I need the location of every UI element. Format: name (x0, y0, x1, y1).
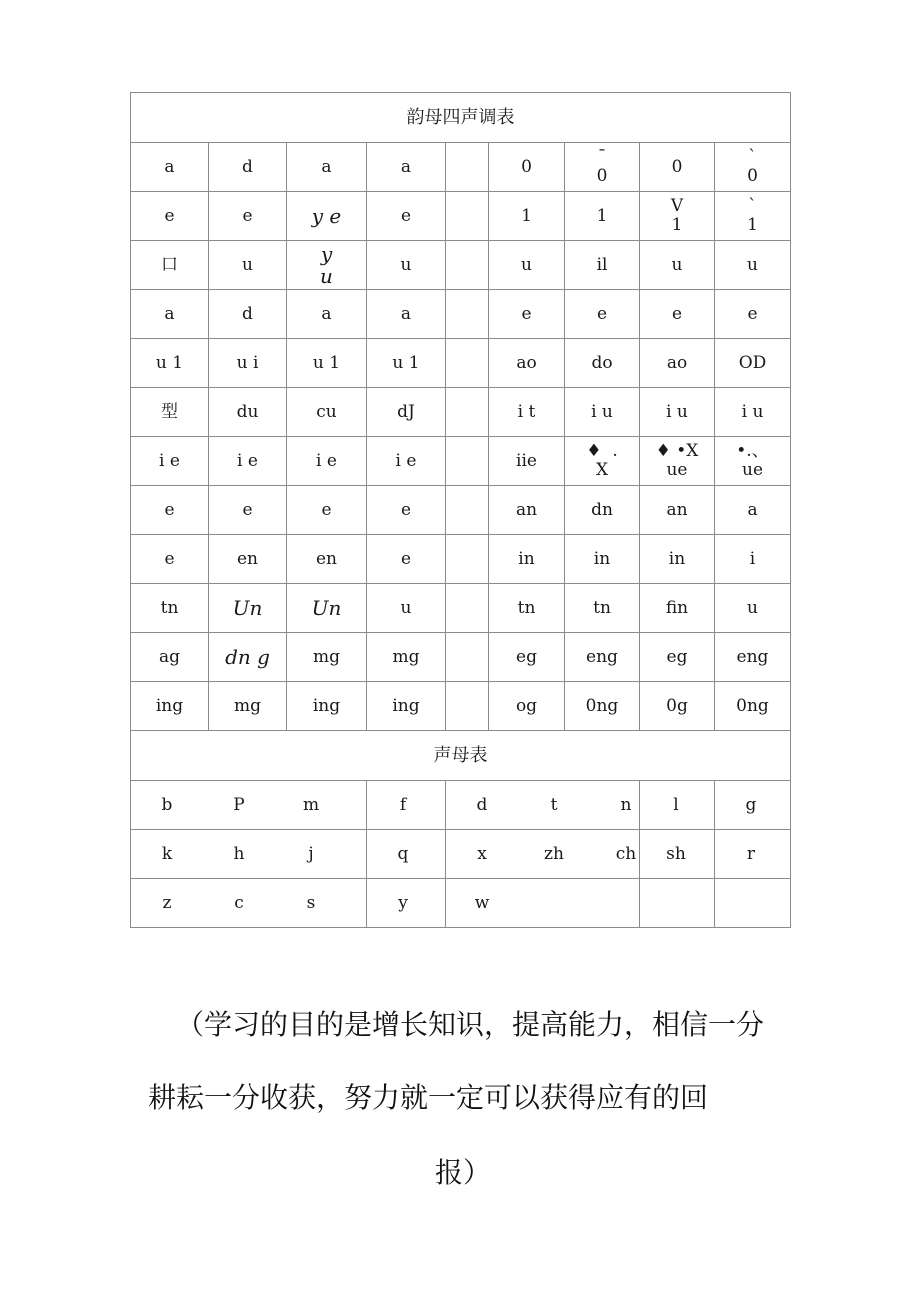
finals-cell: eng (565, 633, 640, 682)
finals-cell: an (640, 486, 715, 535)
finals-cell: e (209, 486, 287, 535)
finals-cell: ♦ . X (565, 437, 640, 486)
finals-cell: il (565, 241, 640, 290)
finals-cell: e (367, 486, 446, 535)
initials-cell (715, 781, 791, 830)
initial-letter: f (399, 794, 407, 815)
initial-letter: s (306, 892, 316, 913)
finals-cell: Un (209, 584, 287, 633)
finals-cell: y u (287, 241, 367, 290)
initials-cell (367, 879, 446, 928)
finals-cell: in (565, 535, 640, 584)
finals-cell: ag (131, 633, 209, 682)
finals-cell: ing (367, 682, 446, 731)
closing-line-3: 报） (435, 1156, 492, 1189)
initial-letter: d (476, 794, 488, 815)
finals-cell: e (367, 192, 446, 241)
finals-cell: i t (489, 388, 565, 437)
finals-cell (446, 633, 489, 682)
initials-cell (446, 830, 640, 879)
finals-cell: mg (367, 633, 446, 682)
finals-cell: V 1 (640, 192, 715, 241)
initial-letter: b (161, 794, 173, 815)
initial-letter: l (673, 794, 679, 815)
finals-cell: 型 (131, 388, 209, 437)
finals-cell: tn (565, 584, 640, 633)
finals-cell: u (367, 241, 446, 290)
finals-cell (446, 241, 489, 290)
finals-cell: ˉ 0 (565, 143, 640, 192)
finals-cell: eg (489, 633, 565, 682)
initials-row (131, 830, 791, 879)
finals-cell: OD (715, 339, 791, 388)
finals-cell: i u (715, 388, 791, 437)
initials-cell (367, 781, 446, 830)
finals-cell (446, 290, 489, 339)
finals-cell: u (715, 241, 791, 290)
initials-cell (715, 879, 791, 928)
initial-letter: h (233, 843, 245, 864)
initial-letter: k (161, 843, 173, 864)
initials-cell (715, 830, 791, 879)
finals-cell (446, 192, 489, 241)
initials-cell (367, 830, 446, 879)
finals-cell (446, 486, 489, 535)
finals-cell: ao (489, 339, 565, 388)
finals-row (131, 682, 791, 731)
initial-letter: t (550, 794, 558, 815)
initials-cell (446, 781, 640, 830)
finals-cell: u (715, 584, 791, 633)
initial-letter: P (233, 794, 245, 815)
finals-cell: a (287, 143, 367, 192)
initial-letter: g (745, 794, 757, 815)
finals-cell: i (715, 535, 791, 584)
initials-cell (131, 781, 367, 830)
finals-cell: eng (715, 633, 791, 682)
initial-letter: c (234, 892, 244, 913)
finals-row (131, 633, 791, 682)
finals-cell: 1 (565, 192, 640, 241)
initial-letter: zh (544, 843, 564, 864)
finals-cell: u (209, 241, 287, 290)
finals-cell: en (209, 535, 287, 584)
finals-cell: fin (640, 584, 715, 633)
finals-cell: ao (640, 339, 715, 388)
finals-cell: e (287, 486, 367, 535)
finals-cell: a (131, 290, 209, 339)
closing-line-1: （学习的目的是增长知识，提高能力，相信一分 (176, 1008, 765, 1041)
finals-cell: do (565, 339, 640, 388)
initial-letter: sh (666, 843, 686, 864)
finals-cell: en (287, 535, 367, 584)
initials-cell (640, 781, 715, 830)
finals-cell: i e (131, 437, 209, 486)
finals-cell: e (640, 290, 715, 339)
finals-cell: y e (287, 192, 367, 241)
pinyin-table (130, 92, 791, 928)
closing-line-2: 耕耘一分收获，努力就一定可以获得应有的回 (148, 1081, 709, 1114)
finals-cell (446, 535, 489, 584)
finals-row (131, 437, 791, 486)
finals-cell: an (489, 486, 565, 535)
finals-cell: dn g (209, 633, 287, 682)
finals-cell: i u (640, 388, 715, 437)
finals-cell: ˋ 0 (715, 143, 791, 192)
initials-row (131, 781, 791, 830)
finals-cell: a (715, 486, 791, 535)
finals-cell: i e (367, 437, 446, 486)
initial-letter: z (162, 892, 172, 913)
finals-cell (446, 143, 489, 192)
finals-cell: a (367, 143, 446, 192)
finals-cell: ˋ 1 (715, 192, 791, 241)
initial-letter: y (398, 892, 408, 913)
finals-cell: u (489, 241, 565, 290)
finals-cell (446, 339, 489, 388)
finals-row (131, 143, 791, 192)
finals-cell: i e (209, 437, 287, 486)
finals-cell: tn (131, 584, 209, 633)
finals-cell: e (131, 535, 209, 584)
finals-cell: a (131, 143, 209, 192)
finals-cell: 0ng (715, 682, 791, 731)
finals-cell: e (131, 192, 209, 241)
initials-cell (640, 879, 715, 928)
finals-cell: 口 (131, 241, 209, 290)
finals-cell: ing (287, 682, 367, 731)
initial-letter: n (620, 794, 632, 815)
finals-cell: i u (565, 388, 640, 437)
finals-cell: i e (287, 437, 367, 486)
finals-cell: mg (287, 633, 367, 682)
finals-cell: dJ (367, 388, 446, 437)
initials-cell (131, 879, 367, 928)
finals-cell: tn (489, 584, 565, 633)
finals-cell: u 1 (131, 339, 209, 388)
finals-cell: e (715, 290, 791, 339)
finals-cell: d (209, 290, 287, 339)
finals-cell: •.、 ue (715, 437, 791, 486)
initial-letter: j (308, 843, 314, 864)
finals-cell: e (131, 486, 209, 535)
finals-cell: a (287, 290, 367, 339)
finals-cell: u (367, 584, 446, 633)
initial-letter: x (477, 843, 487, 864)
finals-cell: dn (565, 486, 640, 535)
finals-row (131, 535, 791, 584)
finals-cell: u (640, 241, 715, 290)
finals-table-title: 韵母四声调表 (131, 93, 791, 143)
finals-cell: iie (489, 437, 565, 486)
finals-cell: d (209, 143, 287, 192)
initial-letter: r (746, 843, 756, 864)
initials-table-title: 声母表 (131, 731, 791, 781)
initial-letter: ch (615, 843, 637, 864)
finals-cell: Un (287, 584, 367, 633)
finals-cell: ing (131, 682, 209, 731)
finals-row (131, 486, 791, 535)
finals-cell: e (565, 290, 640, 339)
finals-cell: u 1 (367, 339, 446, 388)
finals-cell: e (489, 290, 565, 339)
finals-cell: 1 (489, 192, 565, 241)
finals-cell: e (367, 535, 446, 584)
initial-letter: w (474, 892, 490, 913)
finals-cell: 0ng (565, 682, 640, 731)
finals-cell: 0g (640, 682, 715, 731)
finals-row (131, 584, 791, 633)
initials-cell (640, 830, 715, 879)
finals-cell: du (209, 388, 287, 437)
finals-row (131, 388, 791, 437)
finals-cell: cu (287, 388, 367, 437)
finals-cell (446, 388, 489, 437)
finals-cell: 0 (489, 143, 565, 192)
initials-row (131, 879, 791, 928)
finals-row (131, 290, 791, 339)
finals-cell (446, 584, 489, 633)
finals-cell: a (367, 290, 446, 339)
finals-cell: in (640, 535, 715, 584)
finals-cell: mg (209, 682, 287, 731)
finals-row (131, 339, 791, 388)
finals-row (131, 192, 791, 241)
initial-letter: m (302, 794, 320, 815)
finals-cell: 0 (640, 143, 715, 192)
initials-cell (131, 830, 367, 879)
finals-cell: u 1 (287, 339, 367, 388)
finals-row (131, 241, 791, 290)
finals-cell: u i (209, 339, 287, 388)
finals-cell: ♦ •X ue (640, 437, 715, 486)
initials-cell (446, 879, 640, 928)
finals-cell: eg (640, 633, 715, 682)
finals-cell: og (489, 682, 565, 731)
finals-cell (446, 682, 489, 731)
finals-cell (446, 437, 489, 486)
finals-cell: e (209, 192, 287, 241)
finals-cell: in (489, 535, 565, 584)
initial-letter: q (397, 843, 409, 864)
